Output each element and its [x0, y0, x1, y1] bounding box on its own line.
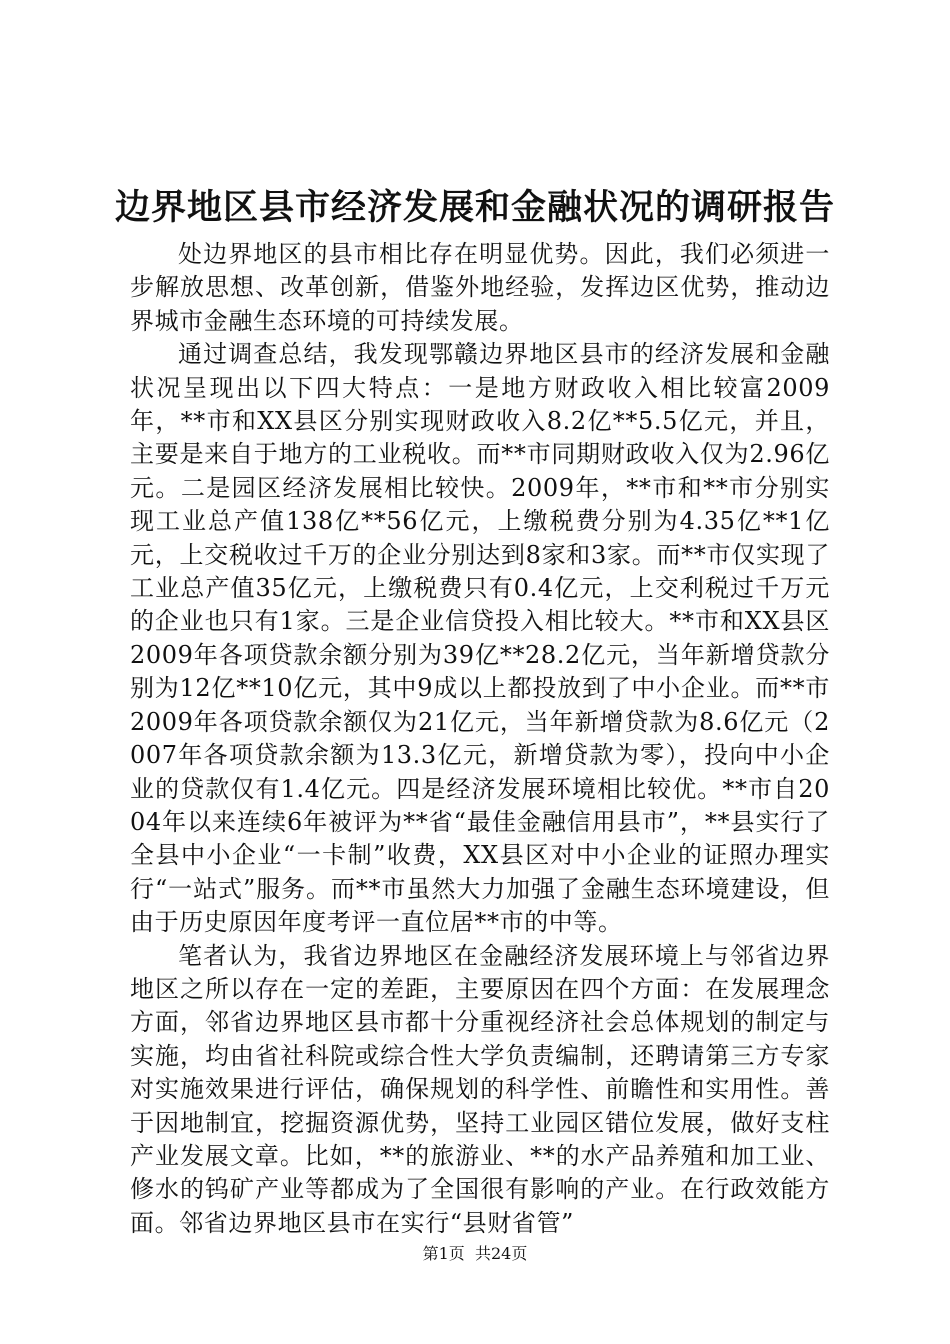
paragraph-2: 通过调查总结，我发现鄂赣边界地区县市的经济发展和金融状况呈现出以下四大特点：一是地方财政收入相比较富2009年，**市和XX县区分别实现财政收入8.2亿**5.5亿元，并且，主要是来自于地方的工业税收。而**市同期财政收入仅为2.96亿元。二是园区经济发展相比较快。2009年，**市和**市分别实现工业总产值138亿**56亿元，上缴税费分别为4.35亿**1亿元，上交税收过千万的企业分别达到8家和3家。而**市仅实现了工业总产值35亿元，上缴税费只有0.4亿元，上交利税过千万元的企业也只有1家。三是企业信贷投入相比较大。**市和XX县区2009年各项贷款余额分别为39亿**28.2亿元，当年新增贷款分别为12亿**10亿元，其中9成以上都投放到了中小企业。而**市2009年各项贷款余额仅为21亿元，当年新增贷款为8.6亿元（2007年各项贷款余额为13.3亿元，新增贷款为零），投向中小企业的贷款仅有1.4亿元。四是经济发展环境相比较优。**市自2004年以来连续6年被评为**省“最佳金融信用县市”，**县实行了全县中小企业“一卡制”收费，XX县区对中小企业的证照办理实行“一站式”服务。而**市虽然大力加强了金融生态环境建设，但由于历史原因年度考评一直位居**市的中等。 [130, 340, 830, 937]
paragraph-1: 处边界地区的县市相比存在明显优势。因此，我们必须进一步解放思想、改革创新，借鉴外地经验，发挥边区优势，推动边界城市金融生态环境的可持续发展。 [130, 240, 830, 335]
document-body [130, 238, 830, 1240]
page-footer [0, 1243, 950, 1265]
paragraph-3: 笔者认为，我省边界地区在金融经济发展环境上与邻省边界地区之所以存在一定的差距，主要原因在四个方面：在发展理念方面，邻省边界地区县市都十分重视经济社会总体规划的制定与实施，均由省社科院或综合性大学负责编制，还聘请第三方专家对实施效果进行评估，确保规划的科学性、前瞻性和实用性。善于因地制宜，挖掘资源优势，坚持工业园区错位发展，做好支柱产业发展文章。比如，**的旅游业、**的水产品养殖和加工业、修水的钨矿产业等都成为了全国很有影响的产业。在行政效能方面。邻省边界地区县市在实行“县财省管” [130, 941, 830, 1237]
page-number: 第1页 [422, 1244, 465, 1263]
document-title: 边界地区县市经济发展和金融状况的调研报告 [114, 187, 835, 228]
page-total: 共24页 [474, 1244, 528, 1263]
